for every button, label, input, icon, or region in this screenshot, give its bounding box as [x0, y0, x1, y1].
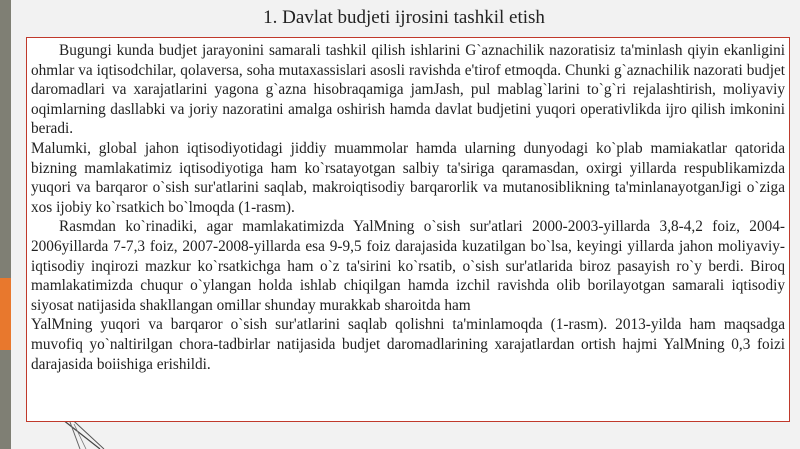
decorative-line [74, 424, 86, 449]
decorative-line [70, 422, 80, 449]
paragraph-4: YalMning yuqori va barqaror o`sish sur'atlarini saqlab qolishni ta'minlamoqda (1-rasm). 2013-yilda ham maqsadga muvofiq yo`naltirilgan chora-tadbirlar natijasida budjet daromadlarining xarajatlardan ortish hajmi YalMning 0,3 foizi darajasida boiishiga erishildi. [31, 316, 785, 373]
left-decorative-bar [0, 0, 11, 449]
paragraph-3: Rasmdan ko`rinadiki, agar mamlakatimizda YalMning o`sish sur'atlari 2000-2003-yillarda 3,8-4,2 foiz, 2004-2006yillarda 7-7,3 foiz, 2007-2008-yillarda esa 9-9,5 foiz darajasida kuzatilgan bo`lsa, keyingi yillarda jahon moliyaviy-iqtisodiy inqirozi mazkur ko`rsatkichga ham o`z ta'sirini ko`rsatib, o`sish sur'atlarida biroz pasayish ro`y berdi. Biroq mamlakatimizda chuqur o`ylangan holda ishlab chiqilgan hamda izchil ravishda olib borilayotgan samarali iqtisodiy siyosat natijasida shakllangan omillar shunday murakkab sharoitda ham [31, 218, 785, 314]
paragraph-1: Bugungi kunda budjet jarayonini samarali tashkil qilish ishlarini G`aznachilik nazoratisiz ta'minlash qiyin ekanligini ohmlar va iqtisodchilar, qolaversa, soha mutaxassislari asosli ravishda e'tirof etmoqda. Chunki g`aznachilik nazorati budjet daromadlari va xarajatlarini yagona g`azna hisobraqamiga jamJash, pul mablag`larini to`g`ri rejalashtirish, moliyaviy oqimlarning dasllabki va joriy nazoratini amalga oshirish hamda davlat budjetini yuqori operativlikda ijro qilish imkonini beradi. [31, 42, 785, 138]
slide-title: 1. Davlat budjeti ijrosini tashkil etish [263, 7, 545, 28]
paragraph-2: Malumki, global jahon iqtisodiyotidagi jiddiy muammolar hamda ularning dunyodagi ko`plab mamiakatlar qatorida bizning mamlakatimiz iqtisodiyotiga ham ko`rsatayotgan salbiy ta'siriga qaramasdan, oxirgi yillarda respublikamizda yuqori va barqaror o`sish sur'atlarini saqlab, makroiqtisodiy barqarorlik va mutanosiblikning ta'minlanayotganJigi o`ziga xos ijobiy ko`rsatkich bo`lmoqda (1-rasm). [31, 139, 785, 216]
content-box [26, 37, 790, 422]
left-orange-accent [0, 278, 11, 350]
